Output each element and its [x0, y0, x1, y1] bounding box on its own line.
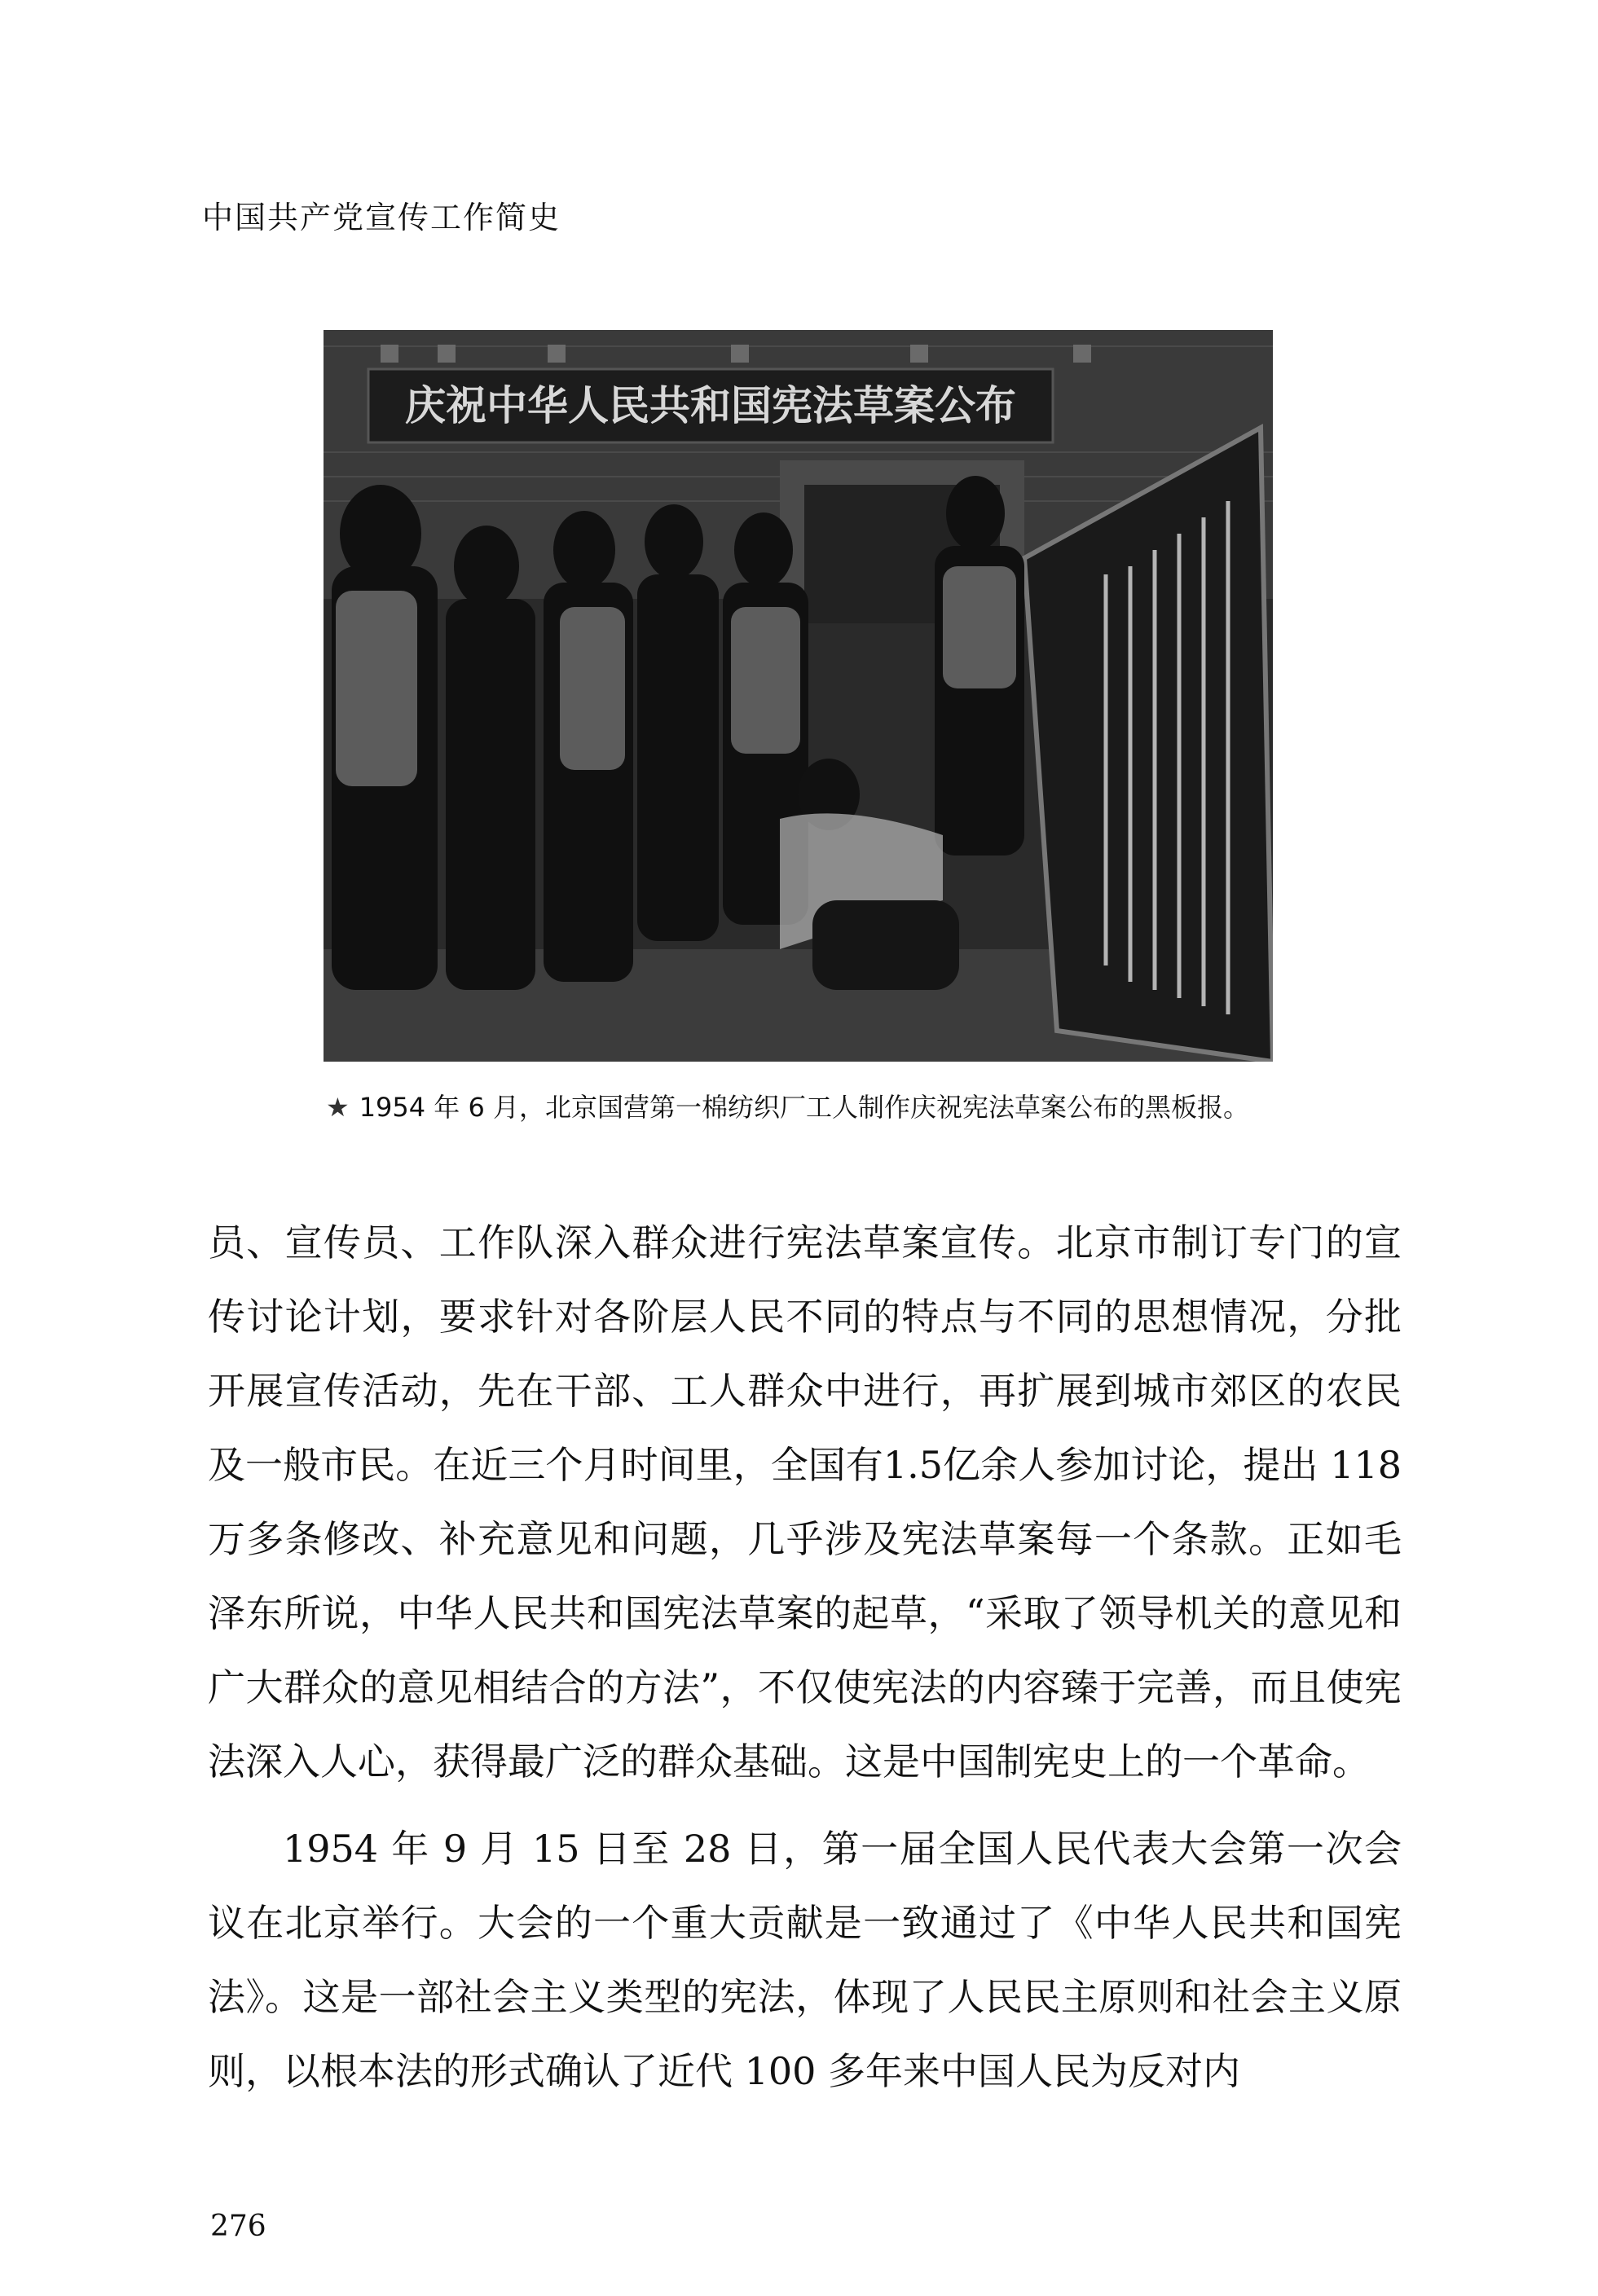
paragraph-1: 员、宣传员、工作队深入群众进行宪法草案宣传。北京市制订专门的宣传讨论计划，要求针对各阶层人民不同的特点与不同的思想情况，分批开展宣传活动，先在干部、工人群众中进行，再扩展到城市郊区的农民及一般市民。在近三个月时间里，全国有1.5亿余人参加讨论，提出 118 万多条修改、补充意见和问题，几乎涉及宪法草案每一个条款。正如毛泽东所说，中华人民共和国宪法草案的起草，“采取了领导机关的意见和广大群众的意见相结合的方法”，不仅使宪法的内容臻于完善，而且使宪法深入人心，获得最广泛的群众基础。这是中国制宪史上的一个革命。	[208, 1221, 1402, 1784]
figure-caption	[326, 1084, 1288, 1131]
running-header: 中国共产党宣传工作简史	[202, 200, 561, 235]
star-icon: ★	[326, 1092, 350, 1123]
caption-text: 1954 年 6 月，北京国营第一棉纺织厂工人制作庆祝宪法草案公布的黑板报。	[359, 1092, 1250, 1123]
body-text	[208, 1206, 1402, 2109]
paragraph-2: 1954 年 9 月 15 日至 28 日，第一届全国人民代表大会第一次会议在北京举行。大会的一个重大贡献是一致通过了《中华人民共和国宪法》。这是一部社会主义类型的宪法，体现了人民民主原则和社会主义原则，以根本法的形式确认了近代 100 多年来中国人民为反对内	[208, 1827, 1402, 2093]
banner-text: 庆祝中华人民共和国宪法草案公布	[405, 382, 1016, 429]
page-number: 276	[210, 2210, 266, 2243]
historical-photo	[324, 330, 1273, 1062]
